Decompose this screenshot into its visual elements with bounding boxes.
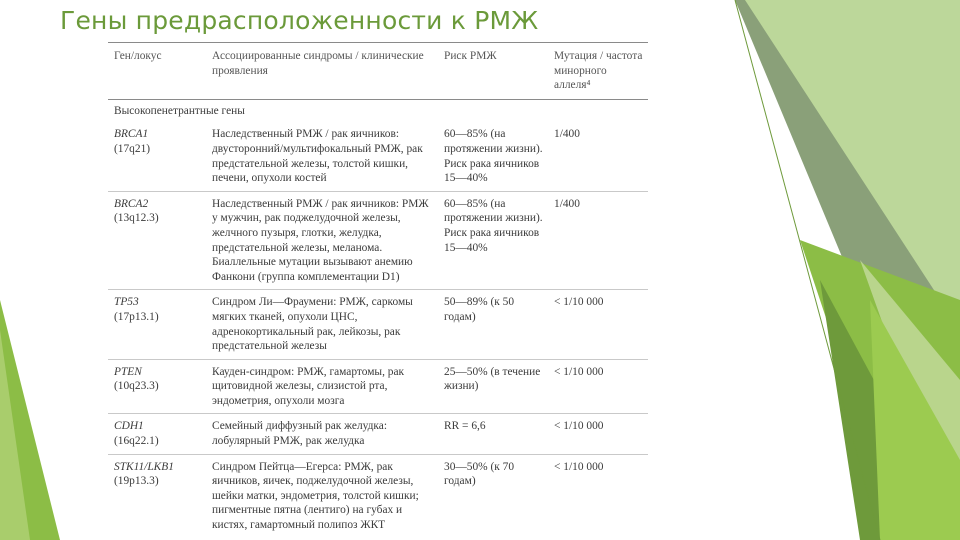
header-gene-locus: Ген/локус — [108, 43, 206, 100]
header-risk: Риск РМЖ — [438, 43, 548, 100]
table-row — [108, 414, 648, 454]
gene-name: BRCA2 — [114, 197, 149, 210]
slide-title: Гены предрасположенности к РМЖ — [60, 6, 539, 35]
syndrome-cell: Наследственный РМЖ / рак яичников: РМЖ у мужчин, рак поджелудочной железы, желчного пузыря, глотки, желудка, предстательной железы, меланома. Биаллельные мутации вызывают анемию Фанкони (группа комплементации D1) — [206, 191, 438, 290]
table-row — [108, 191, 648, 290]
frequency-cell: < 1/10 000 — [548, 359, 648, 414]
gene-cell — [108, 454, 206, 537]
gene-locus: (10q23.3) — [114, 380, 159, 393]
frequency-cell: 1/400 — [548, 191, 648, 290]
section-row — [108, 99, 648, 122]
risk-cell: RR = 6,6 — [438, 414, 548, 454]
risk-cell: 30—50% (к 70 годам) — [444, 460, 515, 488]
gene-cell — [108, 191, 206, 290]
table-row — [108, 290, 648, 359]
gene-locus: (17q21) — [114, 142, 151, 155]
gene-name: CDH1 — [114, 420, 144, 433]
table-header-row — [108, 43, 648, 100]
risk-cell: 50—89% (к 50 годам) — [438, 290, 548, 359]
gene-cell — [108, 122, 206, 191]
syndrome-cell: Синдром Ли—Фраумени: РМЖ, саркомы мягких тканей, опухоли ЦНС, адренокортикальный рак, лейкозы, рак предстательной железы — [206, 290, 438, 359]
gene-locus: (16q22.1) — [114, 435, 159, 448]
gene-table — [108, 42, 648, 538]
gene-cell — [108, 359, 206, 414]
gene-locus: (19p13.3) — [114, 475, 159, 488]
gene-name: PTEN — [114, 365, 142, 378]
gene-locus: (17p13.1) — [114, 310, 159, 323]
table-row — [108, 454, 648, 537]
frequency-cell: < 1/10 000 — [548, 414, 648, 454]
gene-name: STK11/LKB1 — [114, 460, 174, 473]
syndrome-cell: Семейный диффузный рак желудка: лобулярный РМЖ, рак желудка — [206, 414, 438, 454]
gene-cell — [108, 414, 206, 454]
section-label: Высокопенетрантные гены — [114, 104, 245, 117]
gene-name: TP53 — [114, 296, 139, 309]
risk-cell: 60—85% (на протяжении жизни). Риск рака яичников 15—40% — [438, 191, 548, 290]
risk-cell: 25—50% (в течение жизни) — [438, 359, 548, 414]
table-row — [108, 122, 648, 191]
gene-locus: (13q12.3) — [114, 212, 159, 225]
header-syndromes: Ассоциированные синдромы / клинические проявления — [206, 43, 438, 100]
syndrome-cell: Кауден-синдром: РМЖ, гамартомы, рак щитовидной железы, слизистой рта, эндометрия, опухоли мозга — [206, 359, 438, 414]
table-row — [108, 359, 648, 414]
gene-cell — [108, 290, 206, 359]
syndrome-cell: Наследственный РМЖ / рак яичников: двусторонний/мультифокальный РМЖ, рак предстательной железы, толстой кишки, печени, опухоли костей — [206, 122, 438, 191]
frequency-cell: < 1/10 000 — [548, 290, 648, 359]
header-mutation-frequency: Мутация / частота минорного аллеля⁴ — [548, 43, 648, 100]
frequency-cell: 1/400 — [548, 122, 648, 191]
risk-cell: 60—85% (на протяжении жизни). Риск рака яичников 15—40% — [438, 122, 548, 191]
gene-name: BRCA1 — [114, 128, 149, 141]
frequency-cell: < 1/10 000 — [554, 460, 604, 473]
gene-table-image — [108, 42, 648, 532]
syndrome-cell: Синдром Пейтца—Егерса: РМЖ, рак яичников, яичек, поджелудочной железы, шейки матки, эндометрия, толстой кишки; пигментные пятна (лентиго) на губах и кистях, гамартомный полипоз ЖКТ — [212, 460, 419, 532]
